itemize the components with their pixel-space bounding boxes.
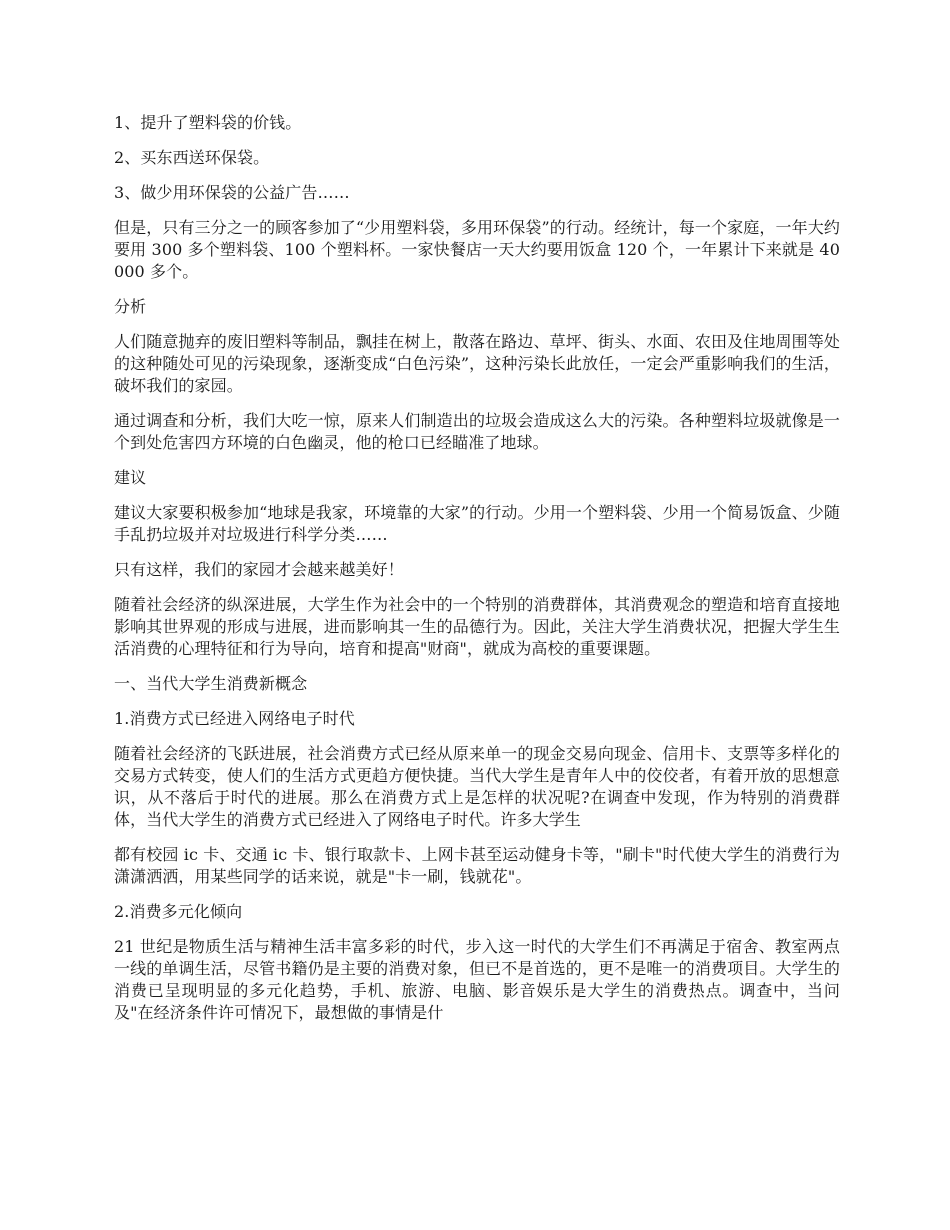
subheading-1-2: 2.消费多元化倾向 [114, 902, 243, 921]
paragraph-investigation: 通过调查和分析，我们大吃一惊，原来人们制造出的垃圾会造成这么大的污染。各种塑料垃圾就像是一个到处危害四方环境的白色幽灵，他的枪口已经瞄准了地球。 [114, 411, 840, 452]
document-body [114, 112, 840, 1037]
paragraph-suggestion: 建议大家要积极参加“地球是我家，环境靠的大家”的行动。少用一个塑料袋、少用一个简易饭盒、少随手乱扔垃圾并对垃圾进行科学分类…… [114, 503, 840, 544]
paragraph-diversification: 21 世纪是物质生活与精神生活丰富多彩的时代，步入这一时代的大学生们不再满足于宿舍、教室两点一线的单调生活，尽管书籍仍是主要的消费对象，但已不是首选的，更不是唯一的消费项目。大学生的消费已呈现明显的多元化趋势，手机、旅游、电脑、影音娱乐是大学生的消费热点。调查中，当问及"在经济条件许可情况下，最想做的事情是什 [114, 937, 840, 1022]
section-heading-1: 一、当代大学生消费新概念 [114, 674, 308, 693]
paragraph-white-pollution: 人们随意抛弃的废旧塑料等制品，飘挂在树上，散落在路边、草坪、街头、水面、农田及住地周围等处的这种随处可见的污染现象，逐渐变成“白色污染”，这种污染长此放任，一定会严重影响我们的生活，破坏我们的家园。 [114, 332, 840, 395]
heading-suggestion: 建议 [114, 468, 147, 487]
paragraph-electronic-payment: 随着社会经济的飞跃进展，社会消费方式已经从原来单一的现金交易向现金、信用卡、支票等多样化的交易方式转变，使人们的生活方式更趋方便快捷。当代大学生是青年人中的佼佼者，有着开放的思想意识，从不落后于时代的进展。那么在消费方式上是怎样的状况呢?在调查中发现，作为特别的消费群体，当代大学生的消费方式已经进入了网络电子时代。许多大学生 [114, 744, 840, 829]
subheading-1-1: 1.消费方式已经进入网络电子时代 [114, 709, 355, 728]
paragraph-student-consumption-intro: 随着社会经济的纵深进展，大学生作为社会中的一个特别的消费群体，其消费观念的塑造和培育直接地影响其世界观的形成与进展，进而影响其一生的品德行为。因此，关注大学生消费状况，把握大学生生活消费的心理特征和行为导向，培育和提高"财商"，就成为高校的重要课题。 [114, 595, 840, 658]
list-item-2: 2、买东西送环保袋。 [114, 148, 270, 167]
paragraph-survey-result: 但是，只有三分之一的顾客参加了“少用塑料袋，多用环保袋”的行动。经统计，每一个家庭，一年大约要用 300 多个塑料袋、100 个塑料杯。一家快餐店一天大约要用饭盒 120 个，一年累计下来就是 40000 多个。 [114, 218, 840, 281]
heading-analysis: 分析 [114, 297, 147, 316]
list-item-3: 3、做少用环保袋的公益广告…… [114, 183, 350, 202]
paragraph-card-era: 都有校园 ic 卡、交通 ic 卡、银行取款卡、上网卡甚至运动健身卡等，"刷卡"时代使大学生的消费行为潇潇洒洒，用某些同学的话来说，就是"卡一刷，钱就花"。 [114, 845, 840, 886]
paragraph-conclusion: 只有这样，我们的家园才会越来越美好！ [114, 560, 404, 579]
list-item-1: 1、提升了塑料袋的价钱。 [114, 113, 302, 132]
